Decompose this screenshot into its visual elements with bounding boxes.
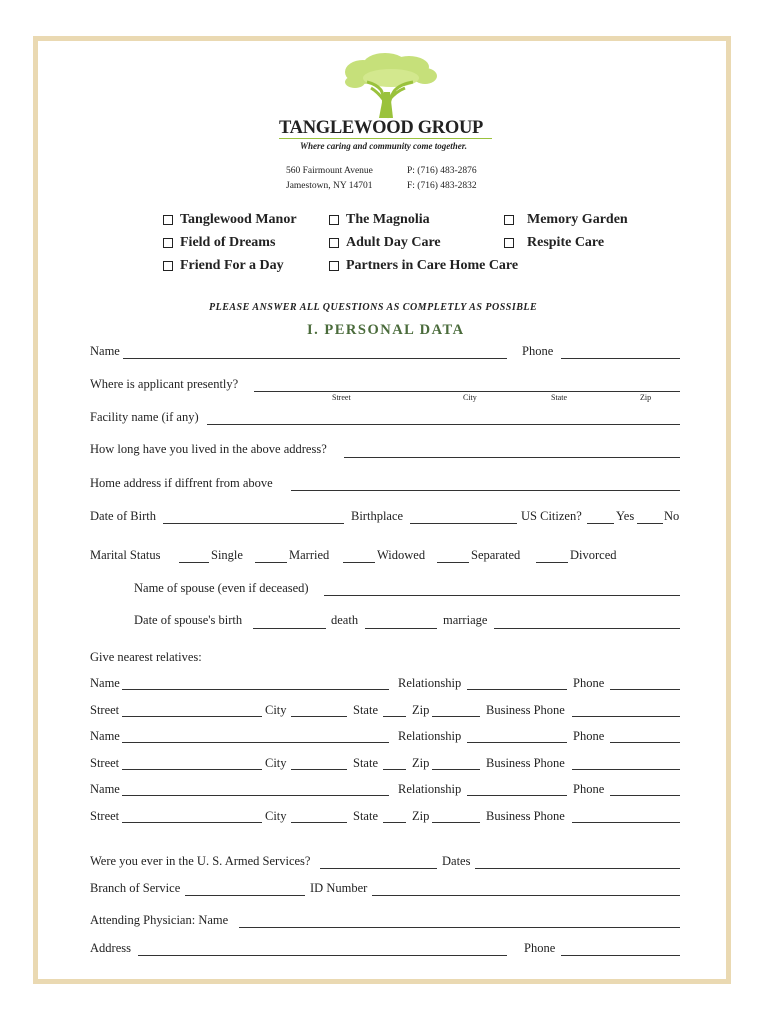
relationship-field[interactable] (467, 689, 567, 690)
spouse-name-field[interactable] (324, 595, 680, 596)
relationship-field[interactable] (467, 795, 567, 796)
street-caption: Street (332, 393, 351, 402)
relative-zip-label: Zip (412, 809, 430, 823)
tagline: Where caring and community come together. (300, 141, 468, 151)
name-field[interactable] (123, 358, 507, 359)
business-phone-label: Business Phone (486, 809, 565, 823)
physician-phone-label: Phone (524, 941, 556, 955)
physician-label: Attending Physician: Name (90, 913, 229, 927)
relative-zip-field[interactable] (432, 769, 480, 770)
relatives-label: Give nearest relatives: (90, 650, 202, 664)
spouse-birth-label: Date of spouse's birth (134, 613, 243, 627)
business-phone-field[interactable] (572, 716, 680, 717)
relative-name-field[interactable] (122, 742, 389, 743)
relative-street-label: Street (90, 809, 120, 823)
contact-block (407, 164, 477, 194)
phone-field[interactable] (561, 358, 680, 359)
relative-street-field[interactable] (122, 822, 262, 823)
option-partners-in-care[interactable]: Partners in Care Home Care (329, 258, 518, 274)
option-friend-for-a-day[interactable]: Friend For a Day (163, 258, 284, 274)
address-line1: 560 Fairmount Avenue (286, 166, 373, 176)
checkbox[interactable] (329, 238, 339, 248)
widowed-field[interactable] (343, 562, 375, 563)
business-phone-field[interactable] (572, 769, 680, 770)
no-label: No (664, 509, 680, 523)
brand-name: TANGLEWOOD GROUP (279, 118, 484, 138)
relative-state-field[interactable] (383, 716, 406, 717)
relative-name-label: Name (90, 782, 120, 796)
brand-rule (279, 138, 492, 139)
death-label: death (331, 613, 359, 627)
relationship-label: Relationship (398, 676, 462, 690)
city-caption: City (463, 393, 477, 402)
checkbox[interactable] (163, 238, 173, 248)
option-memory-garden[interactable]: Memory Garden (504, 212, 628, 228)
business-phone-label: Business Phone (486, 703, 565, 717)
relative-zip-field[interactable] (432, 716, 480, 717)
relative-phone-label: Phone (573, 676, 605, 690)
marital-status-label: Marital Status (90, 548, 161, 562)
married-field[interactable] (255, 562, 287, 563)
relative-state-label: State (353, 756, 378, 770)
divorced-field[interactable] (536, 562, 568, 563)
state-caption: State (551, 393, 567, 402)
branch-field[interactable] (185, 895, 305, 896)
relative-phone-field[interactable] (610, 742, 680, 743)
checkbox[interactable] (163, 261, 173, 271)
address-block (286, 164, 373, 194)
relative-state-field[interactable] (383, 822, 406, 823)
phone-label: Phone (522, 344, 554, 358)
relative-state-field[interactable] (383, 769, 406, 770)
fax-number: F: (716) 483-2832 (407, 181, 477, 191)
relative-street-label: Street (90, 703, 120, 717)
relative-street-field[interactable] (122, 769, 262, 770)
yes-label: Yes (616, 509, 635, 523)
divorced-label: Divorced (570, 548, 617, 562)
address-line2: Jamestown, NY 14701 (286, 181, 373, 191)
phone-number: P: (716) 483-2876 (407, 166, 477, 176)
option-the-magnolia[interactable]: The Magnolia (329, 212, 430, 228)
dob-field[interactable] (163, 523, 344, 524)
relative-name-label: Name (90, 729, 120, 743)
separated-label: Separated (471, 548, 521, 562)
where-present-label: Where is applicant presently? (90, 377, 239, 391)
checkbox[interactable] (504, 238, 514, 248)
relative-zip-field[interactable] (432, 822, 480, 823)
zip-caption: Zip (640, 393, 652, 402)
citizen-yes-field[interactable] (587, 523, 614, 524)
checkbox[interactable] (163, 215, 173, 225)
relative-zip-label: Zip (412, 703, 430, 717)
relative-phone-label: Phone (573, 729, 605, 743)
relative-city-field[interactable] (291, 769, 347, 770)
instructions: PLEASE ANSWER ALL QUESTIONS AS COMPLETLY AS POSSIBLE (209, 302, 538, 313)
spouse-birth-field[interactable] (253, 628, 326, 629)
home-address-label: Home address if diffrent from above (90, 476, 273, 490)
relative-phone-field[interactable] (610, 689, 680, 690)
dob-label: Date of Birth (90, 509, 156, 523)
marriage-field[interactable] (494, 628, 680, 629)
relative-city-label: City (265, 809, 287, 823)
relative-street-label: Street (90, 756, 120, 770)
death-field[interactable] (365, 628, 437, 629)
business-phone-label: Business Phone (486, 756, 565, 770)
how-long-field[interactable] (344, 457, 680, 458)
relative-state-label: State (353, 703, 378, 717)
branch-label: Branch of Service (90, 881, 181, 895)
relative-zip-label: Zip (412, 756, 430, 770)
relative-name-label: Name (90, 676, 120, 690)
relative-name-field[interactable] (122, 795, 389, 796)
option-tanglewood-manor[interactable]: Tanglewood Manor (163, 212, 297, 228)
citizen-no-field[interactable] (637, 523, 663, 524)
us-citizen-label: US Citizen? (521, 509, 582, 523)
name-label: Name (90, 344, 120, 358)
relative-city-label: City (265, 756, 287, 770)
widowed-label: Widowed (377, 548, 426, 562)
checkbox[interactable] (504, 215, 514, 225)
checkbox[interactable] (329, 215, 339, 225)
relative-city-field[interactable] (291, 716, 347, 717)
relative-street-field[interactable] (122, 716, 262, 717)
relative-name-field[interactable] (122, 689, 389, 690)
married-label: Married (289, 548, 330, 562)
where-present-field[interactable] (254, 391, 680, 392)
id-number-field[interactable] (372, 895, 680, 896)
section-title: I. PERSONAL DATA (307, 322, 465, 338)
option-adult-day-care[interactable]: Adult Day Care (329, 235, 441, 251)
dates-field[interactable] (475, 868, 680, 869)
checkbox[interactable] (329, 261, 339, 271)
dates-label: Dates (442, 854, 471, 868)
physician-phone-field[interactable] (561, 955, 680, 956)
id-number-label: ID Number (310, 881, 368, 895)
relationship-field[interactable] (467, 742, 567, 743)
relative-city-label: City (265, 703, 287, 717)
how-long-label: How long have you lived in the above address? (90, 442, 327, 456)
facility-field[interactable] (207, 424, 680, 425)
tree-icon (343, 52, 438, 120)
birthplace-field[interactable] (410, 523, 517, 524)
home-address-field[interactable] (291, 490, 680, 491)
armed-services-field[interactable] (320, 868, 437, 869)
facility-label: Facility name (if any) (90, 410, 199, 424)
relationship-label: Relationship (398, 729, 462, 743)
single-label: Single (211, 548, 243, 562)
relative-phone-field[interactable] (610, 795, 680, 796)
option-respite-care[interactable]: Respite Care (504, 235, 604, 251)
physician-address-label: Address (90, 941, 131, 955)
relationship-label: Relationship (398, 782, 462, 796)
physician-address-field[interactable] (138, 955, 507, 956)
separated-field[interactable] (437, 562, 469, 563)
physician-field[interactable] (239, 927, 680, 928)
armed-services-label: Were you ever in the U. S. Armed Services? (90, 854, 311, 868)
relative-phone-label: Phone (573, 782, 605, 796)
birthplace-label: Birthplace (351, 509, 404, 523)
relative-city-field[interactable] (291, 822, 347, 823)
option-field-of-dreams[interactable]: Field of Dreams (163, 235, 275, 251)
business-phone-field[interactable] (572, 822, 680, 823)
spouse-name-label: Name of spouse (even if deceased) (134, 581, 309, 595)
single-field[interactable] (179, 562, 209, 563)
marriage-label: marriage (443, 613, 488, 627)
relative-state-label: State (353, 809, 378, 823)
